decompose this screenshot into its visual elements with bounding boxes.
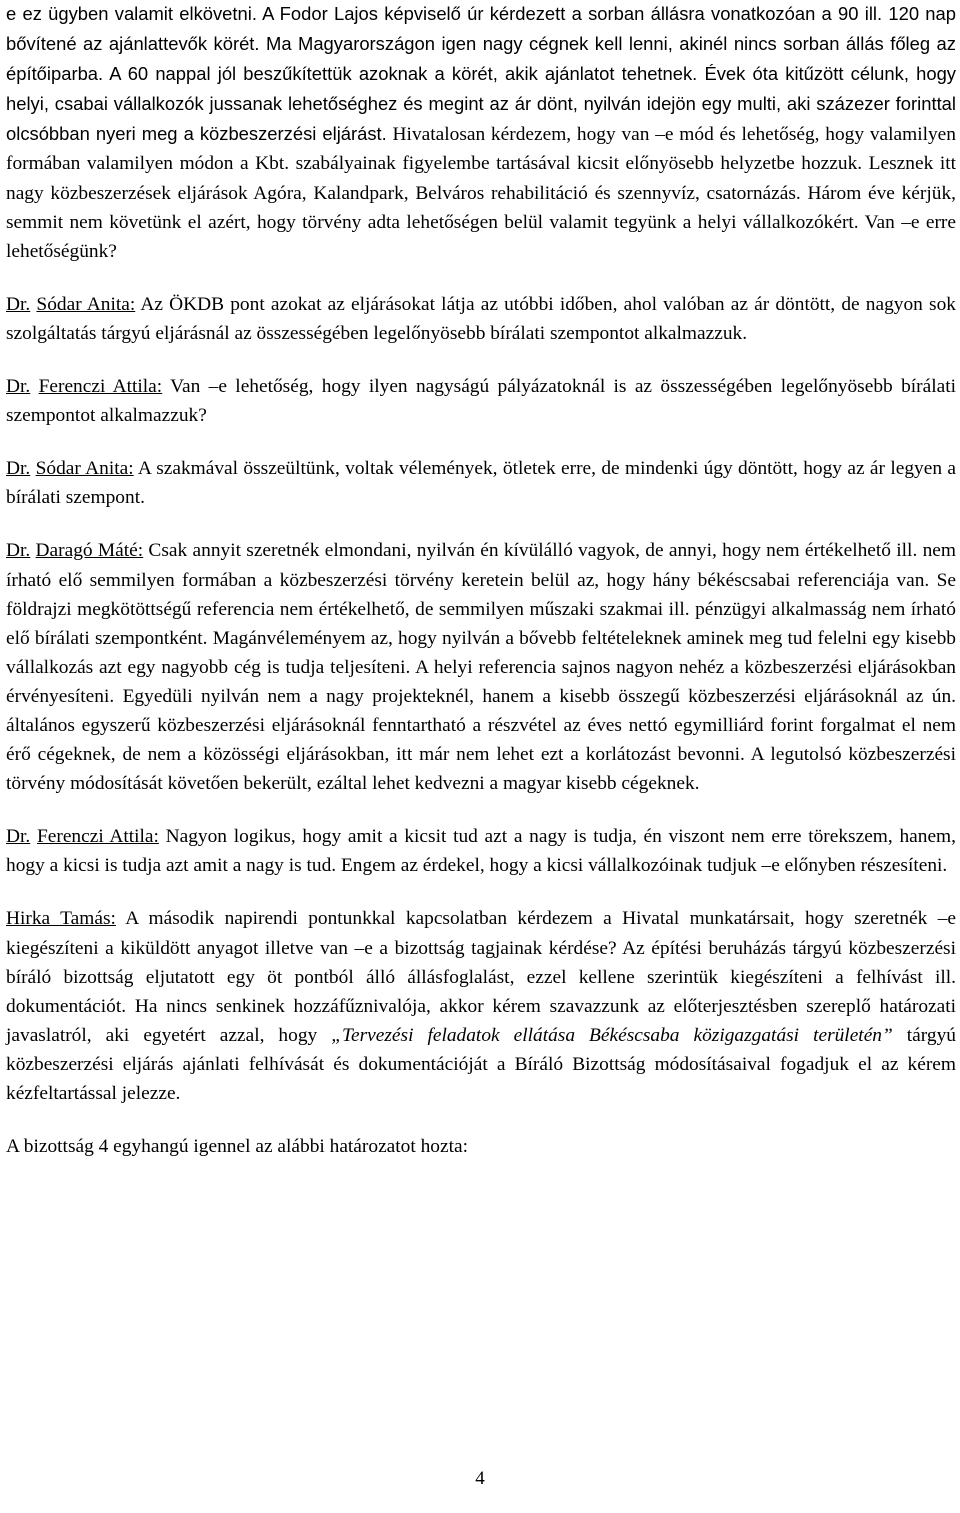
paragraph-sodar-1 xyxy=(6,290,956,348)
speech-text: Van –e lehetőség, hogy ilyen nagyságú pályázatoknál is az összességében legelőnyösebb bírálati szempontot alkalmazzuk? xyxy=(6,376,956,427)
speaker-name: Hirka Tamás: xyxy=(6,908,116,930)
speaker-title: Dr. xyxy=(6,376,31,398)
speech-text: A második napirendi pontunkkal kapcsolatban kérdezem a Hivatal munkatársait, hogy szeretnék –e kiegészíteni a kiküldött anyagot illetve van –e a bizottság tagjainak kérdése? Az építési beruházás tárgyú közbeszerzési bíráló bizottság eljutatott egy öt pontból álló állásfoglalást, ezzel kellene szerintük kiegészíteni a felhívást ill. dokumentációt. Ha nincs senkinek hozzáfűznivalója, akkor kérem szavazzunk az előterjesztésben szereplő határozati javaslatról, aki egyetért azzal, hogy xyxy=(6,908,956,1046)
resolution-text: A bizottság 4 egyhangú igennel az alábbi határozatot hozta: xyxy=(6,1136,468,1158)
intro-text-sans: e ez ügyben valamit elkövetni. A Fodor Lajos képviselő úr kérdezett a sorban állásra vonatkozóan a 90 ill. 120 nap bővítené az ajánlattevők körét. Ma Magyarországon igen nagy cégnek kell lenni, akinél nincs sorban állás főleg az építőiparba. A 60 nappal jól beszűkítettük azoknak a körét, akik ajánlatot tehetnek. Évek óta kitűzött célunk, hogy helyi, csabai vállalkozók jussanak lehetőséghez és megint az ár dönt, nyilván idejön egy multi, aki százezer forinttal olcsóbban nyeri meg a közbeszerzési eljárást. xyxy=(6,3,956,145)
speaker-title: Dr. xyxy=(6,458,31,480)
paragraph-resolution xyxy=(6,1132,956,1161)
speaker-name: Daragó Máté: xyxy=(35,540,144,562)
paragraph-darago xyxy=(6,536,956,798)
speaker-name: Ferenczi Attila: xyxy=(38,376,163,398)
paragraph-ferenczi-1 xyxy=(6,372,956,430)
speech-text: Nagyon logikus, hogy amit a kicsit tud azt a nagy is tudja, én viszont nem erre törekszem, hanem, hogy a kicsi is tudja azt amit a nagy is tud. Engem az érdekel, hogy a kicsi vállalkozóinak tudjuk –e előnyben részesíteni. xyxy=(6,826,956,877)
document-page xyxy=(6,0,956,1185)
speech-text: Csak annyit szeretnék elmondani, nyilván én kívülálló vagyok, de annyi, hogy nem értékelhető ill. nem írható elő semmilyen formában a közbeszerzési törvény keretein belül az, hogy hány békéscsabai referenciája van. Se földrajzi megkötöttségű referencia nem értékelhető, de semmilyen műszaki szakmai ill. pénzügyi alkalmasság nem írható elő bírálati szempontként. Magánvéleményem az, hogy nyilván a bővebb feltételeknek aminek meg tud felelni egy kisebb vállalkozás azt egy nagyobb cég is tudja teljesíteni. A helyi referencia sajnos nagyon nehéz a közbeszerzési eljárásokban érvényesíteni. Egyedüli nyilván nem a nagy projekteknél, hanem a kisebb összegű közbeszerzési eljárásoknál az ún. általános egyszerű közbeszerzési eljárásoknál fenntartható a részvétel az éves nettó egymilliárd forint forgalmat el nem érő cégeknek, de nem a közösségi eljárásokban, itt már nem lehet ezt a korlátozást bevonni. A legutolsó közbeszerzési törvény módosítását követően bekerült, ezáltal lehet kedvezni a magyar kisebb cégeknek. xyxy=(6,540,956,795)
speech-text-continued: tárgyú közbeszerzési eljárás ajánlati felhívását és dokumentációját a Bíráló Bizottság módosításaival fogadjuk el az kérem kézfeltartással jelezze. xyxy=(6,1024,956,1104)
speaker-name: Ferenczi Attila: xyxy=(36,826,159,848)
page-number: 4 xyxy=(475,1468,485,1489)
paragraph-hirka xyxy=(6,904,956,1108)
speaker-name: Sódar Anita: xyxy=(35,458,134,480)
paragraph-intro xyxy=(6,0,956,266)
speaker-name: Sódar Anita: xyxy=(36,293,136,315)
paragraph-sodar-2 xyxy=(6,454,956,512)
paragraph-ferenczi-2 xyxy=(6,822,956,880)
speaker-title: Dr. xyxy=(6,826,31,848)
speech-text: A szakmával összeültünk, voltak vélemények, ötletek erre, de mindenki úgy döntött, hogy az ár legyen a bírálati szempont. xyxy=(6,458,957,509)
intro-text-serif-2: Három éve kérjük, semmit nem követünk el azért, hogy törvény adta lehetőségen belül valamit tegyünk a helyi vállalkozókért. Van –e erre lehetőségünk? xyxy=(6,182,956,262)
speaker-title: Dr. xyxy=(6,293,31,315)
speech-text: Az ÖKDB pont azokat az eljárásokat látja az utóbbi időben, ahol valóban az ár döntött, de nagyon sok szolgáltatás tárgyú eljárásnál az összességében legelőnyösebb bírálati szempontot alkalmazzuk. xyxy=(6,293,956,344)
project-title: „Tervezési feladatok ellátása Békéscsaba közigazgatási területén” xyxy=(331,1024,893,1046)
intro-text-serif-1: Hivatalosan kérdezem, hogy van –e mód és lehetőség, hogy valamilyen formában valamilyen módon a Kbt. szabályainak figyelembe tartásával kicsit előnyösebb helyzetbe hozzuk. Lesznek itt nagy közbeszerzések eljárások Agóra, Kalandpark, Belváros rehabilitáció és szennyvíz, csatornázás. xyxy=(6,124,956,204)
speaker-title: Dr. xyxy=(6,540,31,562)
